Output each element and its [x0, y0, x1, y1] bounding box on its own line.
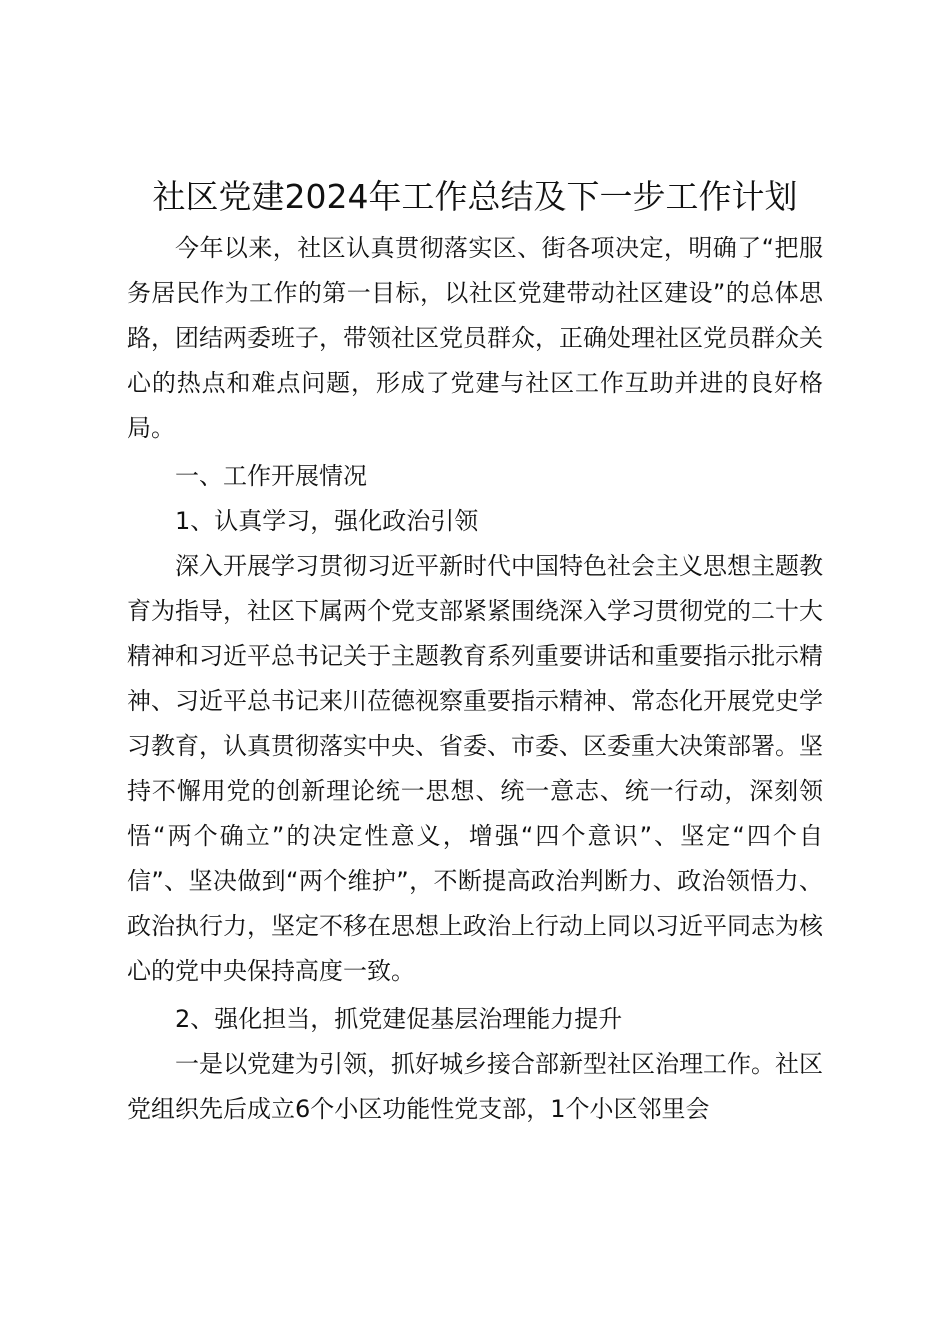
- document-title: 社区党建2024年工作总结及下一步工作计划: [152, 177, 798, 216]
- subsection-heading-1: 1、认真学习，强化政治引领: [175, 507, 479, 535]
- section-heading: 一、工作开展情况: [175, 462, 367, 490]
- subsection-body-1: 深入开展学习贯彻习近平新时代中国特色社会主义思想主题教育为指导，社区下属两个党支部紧紧围绕深入学习贯彻党的二十大精神和习近平总书记关于主题教育系列重要讲话和重要指示批示精神、习近平总书记来川莅德视察重要指示精神、常态化开展党史学习教育，认真贯彻落实中央、省委、市委、区委重大决策部署。坚持不懈用党的创新理论统一思想、统一意志、统一行动，深刻领悟“两个确立”的决定性意义，增强“四个意识”、坚定“四个自信”、坚决做到“两个维护”，不断提高政治判断力、政治领悟力、政治执行力，坚定不移在思想上政治上行动上同以习近平同志为核心的党中央保持高度一致。: [127, 552, 823, 985]
- document-page: [127, 168, 823, 1132]
- subsection-heading-2: 2、强化担当，抓党建促基层治理能力提升: [175, 1005, 623, 1033]
- subsection-body-2: 一是以党建为引领，抓好城乡接合部新型社区治理工作。社区党组织先后成立6个小区功能性党支部，1个小区邻里会: [127, 1050, 823, 1123]
- intro-paragraph: 今年以来，社区认真贯彻落实区、街各项决定，明确了“把服务居民作为工作的第一目标，以社区党建带动社区建设”的总体思路，团结两委班子，带领社区党员群众，正确处理社区党员群众关心的热点和难点问题，形成了党建与社区工作互助并进的良好格局。: [127, 234, 823, 442]
